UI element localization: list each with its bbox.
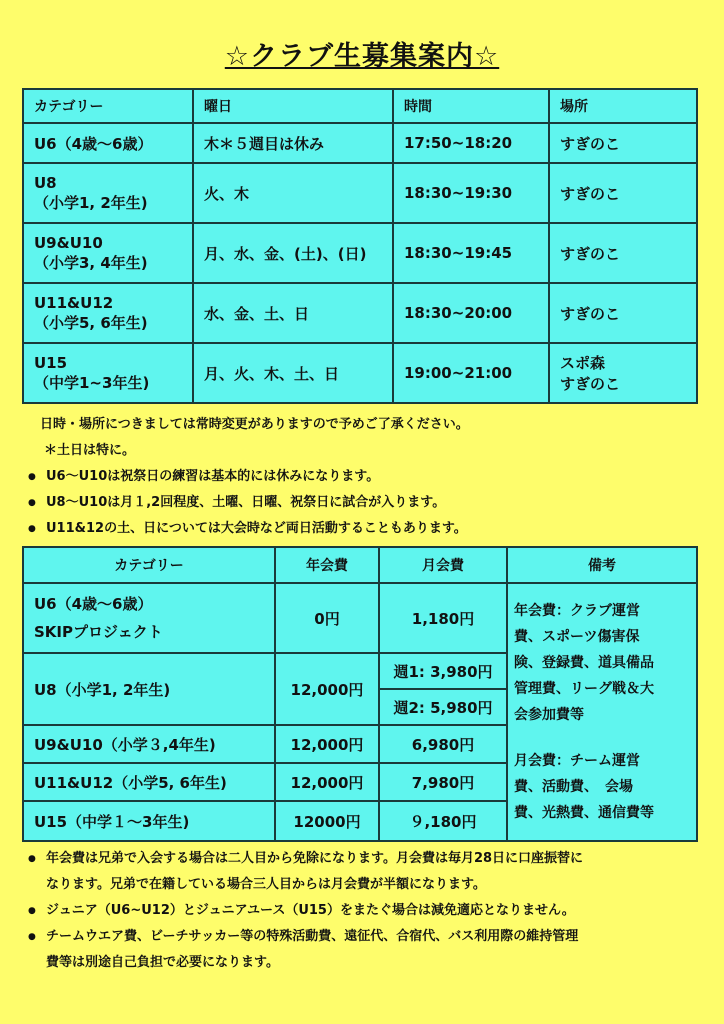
fee-table [22, 546, 698, 842]
table-row [23, 223, 697, 283]
time-cell: 18:30~20:00 [393, 283, 549, 343]
monthly-fee-cell: ９,180円 [379, 801, 507, 841]
annual-fee-cell: 12,000円 [275, 725, 379, 763]
header-day: 曜日 [193, 89, 393, 123]
place-cell: スポ森 すぎのこ [549, 343, 697, 403]
note-line: ＊土日は特に。 [44, 443, 136, 458]
table-row [23, 583, 697, 653]
place-cell: すぎのこ [549, 223, 697, 283]
category-cell: U9&U10 （小学3, 4年生) [23, 223, 193, 283]
table-row [23, 343, 697, 403]
annual-fee-cell: 12,000円 [275, 653, 379, 725]
category-cell: U15（中学１～3年生) [23, 801, 275, 841]
header-category: カテゴリー [23, 547, 275, 583]
note-bullet: ● U6～U10は祝祭日の練習は基本的には休みになります。 [26, 464, 706, 490]
note-bullet: ● U8～U10は月１,2回程度、土曜、日曜、祝祭日に試合が入ります。 [26, 490, 706, 516]
days-cell: 月、火、木、土、日 [193, 343, 393, 403]
days-cell: 木＊５週目は休み [193, 123, 393, 163]
category-cell: U8（小学1, 2年生) [23, 653, 275, 725]
schedule-header-row [23, 89, 697, 123]
place-cell: すぎのこ [549, 283, 697, 343]
header-time: 時間 [393, 89, 549, 123]
remarks-cell: 年会費：クラブ運営 費、スポーツ傷害保 険、登録費、道具備品 管理費、リーグ戦＆大 会参加費等 月会費：チーム運営 費、活動費、 会場 費、光熱費、通信費等 [507, 583, 697, 841]
annual-fee-cell: 12,000円 [275, 763, 379, 801]
page-title: ☆クラブ生募集案内☆ [224, 41, 500, 72]
header-category: カテゴリー [23, 89, 193, 123]
days-cell: 月、水、金、(土)、(日) [193, 223, 393, 283]
time-cell: 17:50~18:20 [393, 123, 549, 163]
table-row [23, 163, 697, 223]
note-line: 日時・場所につきましては常時変更がありますので予めご了承ください。 [40, 417, 469, 432]
schedule-notes [26, 412, 706, 542]
place-cell: すぎのこ [549, 123, 697, 163]
category-cell: U9&U10（小学３,4年生) [23, 725, 275, 763]
category-cell: U8 （小学1, 2年生) [23, 163, 193, 223]
note-line: なります。兄弟で在籍している場合三人目からは月会費が半額になります。 [46, 877, 486, 892]
monthly-fee-cell: 週1: 3,980円 [379, 653, 507, 689]
monthly-fee-cell: 6,980円 [379, 725, 507, 763]
note-bullet: ● 年会費は兄弟で入会する場合は二人目から免除になります。月会費は毎月28日に口座振替に [26, 846, 706, 872]
category-cell: U6（4歳～6歳） SKIPプロジェクト [23, 583, 275, 653]
fee-notes [26, 846, 706, 976]
time-cell: 19:00~21:00 [393, 343, 549, 403]
note-bullet: ● ジュニア（U6~U12）とジュニアユース（U15）をまたぐ場合は減免適応となりません。 [26, 898, 706, 924]
time-cell: 18:30~19:45 [393, 223, 549, 283]
note-bullet: ● U11&12の土、日については大会時など両日活動することもあります。 [26, 516, 706, 542]
table-row [23, 123, 697, 163]
monthly-fee-cell: 7,980円 [379, 763, 507, 801]
fee-header-row [23, 547, 697, 583]
annual-fee-cell: 0円 [275, 583, 379, 653]
header-monthly-fee: 月会費 [379, 547, 507, 583]
time-cell: 18:30~19:30 [393, 163, 549, 223]
header-place: 場所 [549, 89, 697, 123]
category-cell: U11&U12（小学5, 6年生) [23, 763, 275, 801]
note-bullet: ● チームウエア費、ビーチサッカー等の特殊活動費、遠征代、合宿代、バス利用際の維持管理 [26, 924, 706, 950]
header-remarks: 備考 [507, 547, 697, 583]
place-cell: すぎのこ [549, 163, 697, 223]
monthly-fee-cell: 1,180円 [379, 583, 507, 653]
category-cell: U6（4歳～6歳） [23, 123, 193, 163]
schedule-table [22, 88, 698, 404]
annual-fee-cell: 12000円 [275, 801, 379, 841]
table-row [23, 283, 697, 343]
days-cell: 火、木 [193, 163, 393, 223]
days-cell: 水、金、土、日 [193, 283, 393, 343]
category-cell: U11&U12 （小学5, 6年生) [23, 283, 193, 343]
monthly-fee-cell: 週2: 5,980円 [379, 689, 507, 725]
category-cell: U15 （中学1~3年生) [23, 343, 193, 403]
note-line: 費等は別途自己負担で必要になります。 [46, 955, 279, 970]
header-annual-fee: 年会費 [275, 547, 379, 583]
